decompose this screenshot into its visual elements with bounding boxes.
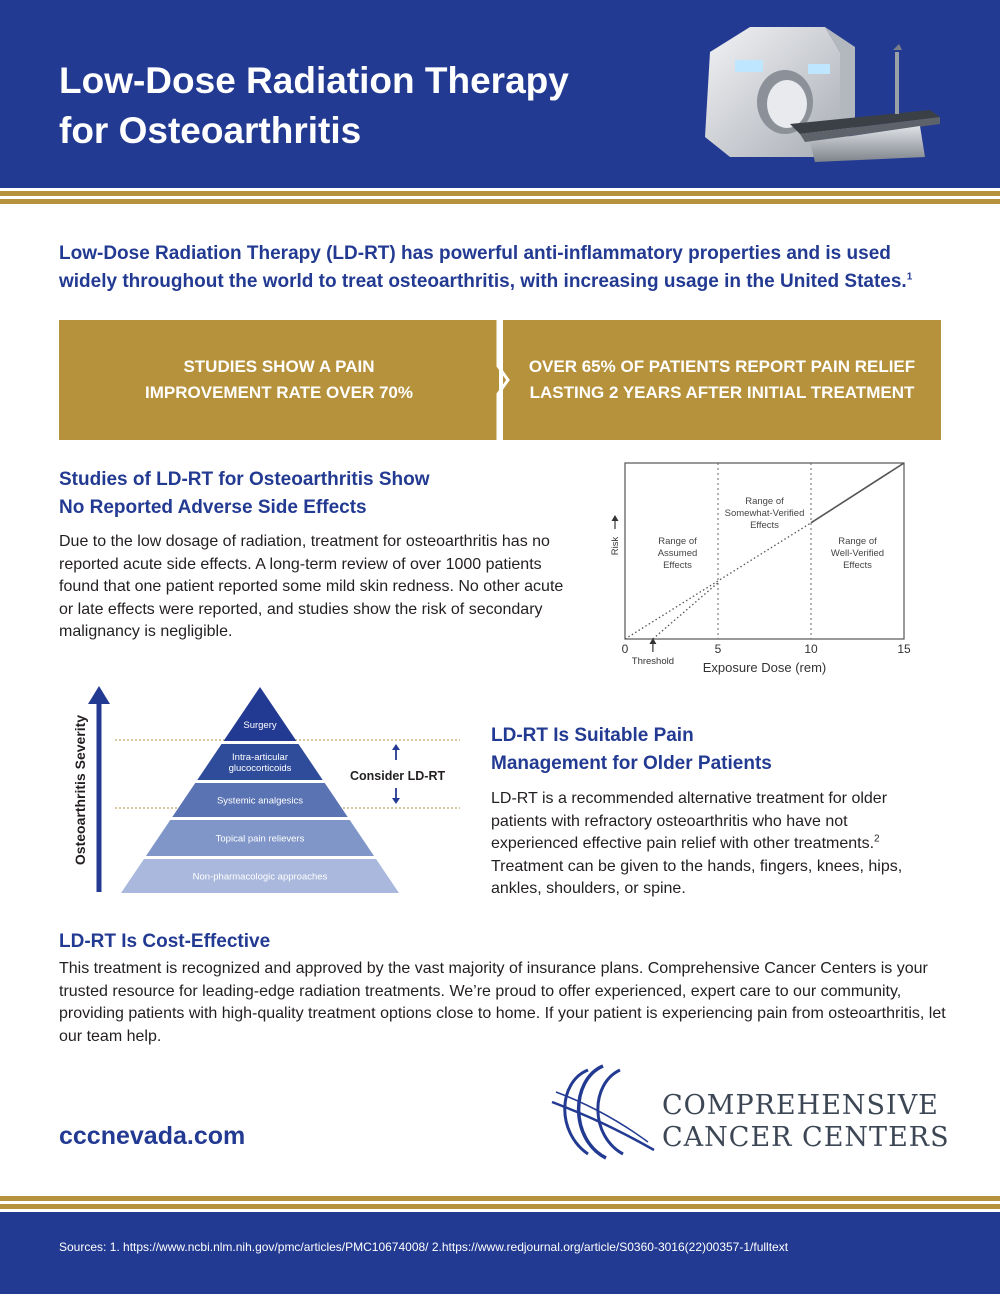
stat-banner-left (59, 320, 499, 440)
stat-banner-right (503, 320, 941, 440)
cost-heading: LD-RT Is Cost-Effective (59, 931, 271, 952)
stat-left-line-2: IMPROVEMENT RATE OVER 70% (145, 383, 413, 402)
pyramid-tier-label-3 (216, 834, 305, 845)
region-label-0 (658, 536, 698, 571)
y-axis-label: Risk (610, 536, 621, 556)
older-heading-line-2: Management for Older Patients (491, 753, 772, 774)
x-axis-label: Exposure Dose (rem) (702, 660, 827, 675)
cost-body: This treatment is recognized and approved by the vast majority of insurance plans. Comprehensive Cancer Centers is your trusted resource for leading-edge radiation treatments. We’re proud to offer experienced, expert care to our community, providing patients with high-quality treatment options close to home. If your patient is experiencing pain from osteoarthritis, let our team help. (59, 960, 946, 1045)
pyramid-tier-label-line: glucocorticoids (228, 763, 292, 774)
older-body-text-2: Treatment can be given to the hands, fingers, knees, hips, ankles, shoulders, or spine. (491, 857, 903, 897)
website-link[interactable]: cccnevada.com (59, 1122, 246, 1150)
page-title (59, 56, 569, 156)
ccc-logo-mark-icon (548, 1062, 658, 1162)
x-tick-label: 15 (897, 642, 911, 656)
stat-right-line-1: OVER 65% OF PATIENTS REPORT PAIN RELIEF (528, 357, 916, 376)
older-body-text: LD-RT is a recommended alternative treatment for older patients with refractory osteoarthritis who have not experienced effective pain relief with other treatments. (491, 790, 888, 852)
region-label-line: Effects (843, 560, 872, 571)
header-band (0, 0, 1000, 188)
consider-ldrt-label: Consider LD-RT (350, 769, 446, 783)
intro-text: Low-Dose Radiation Therapy (LD-RT) has powerful anti-inflammatory properties and is used widely throughout the world to treat osteoarthritis, with increasing usage in the United States. (59, 243, 907, 292)
footer-band (0, 1212, 1000, 1294)
severity-arrow-icon (88, 686, 110, 704)
studies-heading-line-1: Studies of LD-RT for Osteoarthritis Show (59, 469, 430, 490)
older-heading-line-1: LD-RT Is Suitable Pain (491, 725, 694, 746)
x-tick-label: 0 (621, 642, 629, 656)
severity-axis-label: Osteoarthritis Severity (72, 714, 88, 866)
down-arrow-icon (392, 798, 400, 804)
treatment-pyramid (55, 680, 475, 900)
pyramid-tiers (121, 687, 399, 893)
pyramid-tier-label-line: Topical pain relievers (215, 833, 305, 845)
severity-axis (72, 686, 110, 892)
older-patients-body (491, 788, 921, 901)
studies-heading-line-2: No Reported Adverse Side Effects (59, 497, 367, 518)
pyramid-tier-label-line: Non-pharmacologic approaches (192, 871, 328, 883)
pyramid-tier-label-1 (229, 752, 292, 774)
title-line-1: Low-Dose Radiation Therapy (59, 60, 569, 101)
older-footnote: 2 (874, 833, 880, 845)
up-arrow-icon (392, 744, 400, 750)
x-tick-label: 10 (804, 642, 818, 656)
dose-risk-chart (605, 455, 925, 680)
title-line-2: for Osteoarthritis (59, 110, 362, 151)
header-stripe-gold-2 (0, 199, 1000, 204)
region-label-line: Assumed (657, 548, 698, 559)
stat-banner-left-text (59, 354, 499, 406)
region-label-line: Effects (750, 520, 779, 531)
studies-heading (59, 466, 489, 522)
pyramid-tier-label-0 (243, 720, 277, 731)
region-label-line: Range of (838, 536, 877, 547)
region-label-line: Range of (745, 496, 784, 507)
intro-footnote: 1 (906, 271, 913, 283)
intro-paragraph (59, 240, 939, 296)
region-label-line: Range of (658, 536, 697, 547)
studies-body: Due to the low dosage of radiation, treatment for osteoarthritis has no reported acute side effects. A long-term review of over 1000 patients found that one patient reported some mild skin redness. No other acute or late effects were reported, and studies show the risk of secondary malignancy is negligible. (59, 533, 564, 640)
stat-right-line-2: LASTING 2 YEARS AFTER INITIAL TREATMENT (529, 383, 915, 402)
pyramid-tier-label-line: Intra-articular (232, 752, 288, 763)
older-patients-heading (491, 722, 911, 778)
region-label-line: Somewhat-Verified (724, 508, 805, 519)
pyramid-tier-0 (224, 687, 297, 741)
y-axis-arrow-icon (612, 515, 619, 521)
region-label-line: Effects (663, 560, 692, 571)
pyramid-tier-label-line: Surgery (243, 720, 277, 731)
pyramid-tier-label-4 (193, 872, 328, 883)
stat-banner-right-text (503, 354, 941, 406)
radiation-machine-illustration (690, 22, 950, 172)
pyramid-tier-label-line: Systemic analgesics (216, 795, 304, 807)
logo-wordmark-line-2: CANCER CENTERS (662, 1122, 950, 1153)
region-label-line: Well-Verified (830, 548, 885, 559)
banner-divider-chevron-icon (490, 320, 520, 440)
logo-wordmark-line-1: COMPREHENSIVE (662, 1090, 939, 1121)
x-tick-label: 5 (714, 642, 722, 656)
threshold-label: Threshold (631, 656, 675, 667)
stat-left-line-1: STUDIES SHOW A PAIN (183, 357, 375, 376)
pyramid-tier-label-2 (217, 796, 303, 807)
consider-callout (350, 744, 446, 804)
sources-text: Sources: 1. https://www.ncbi.nlm.nih.gov/pmc/articles/PMC10674008/ 2.https://www.redjournal.org/article/S0360-3016(22)00357-1/fulltext (59, 1240, 789, 1254)
